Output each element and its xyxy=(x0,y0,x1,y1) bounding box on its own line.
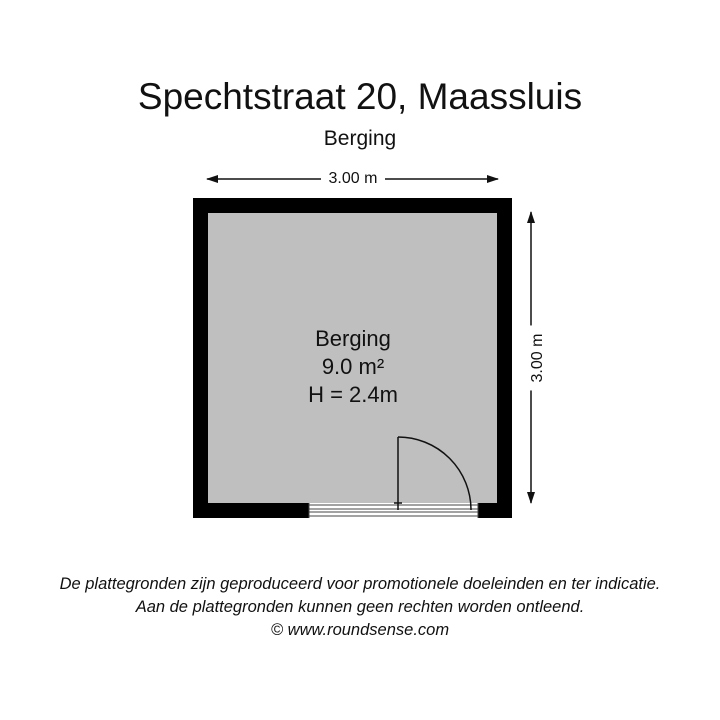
disclaimer xyxy=(0,573,720,642)
room-label xyxy=(205,325,501,409)
width-dimension xyxy=(205,168,501,190)
copyright-line: © www.roundsense.com xyxy=(270,621,450,639)
disclaimer-line-1: De plattegronden zijn geproduceerd voor promotionele doeleinden en ter indicatie. xyxy=(59,575,661,593)
disclaimer-line-2: Aan de plattegronden kunnen geen rechten worden ontleend. xyxy=(135,598,585,616)
room-height: H = 2.4m xyxy=(308,382,398,407)
room-area: 9.0 m² xyxy=(321,354,385,379)
room-name: Berging xyxy=(315,326,391,351)
width-dimension-label: 3.00 m xyxy=(321,170,386,187)
depth-dimension-label: 3.00 m xyxy=(527,326,549,391)
floorplan-title: Spechtstraat 20, Maassluis xyxy=(137,76,583,117)
floorplan-subtitle: Berging xyxy=(323,127,397,150)
